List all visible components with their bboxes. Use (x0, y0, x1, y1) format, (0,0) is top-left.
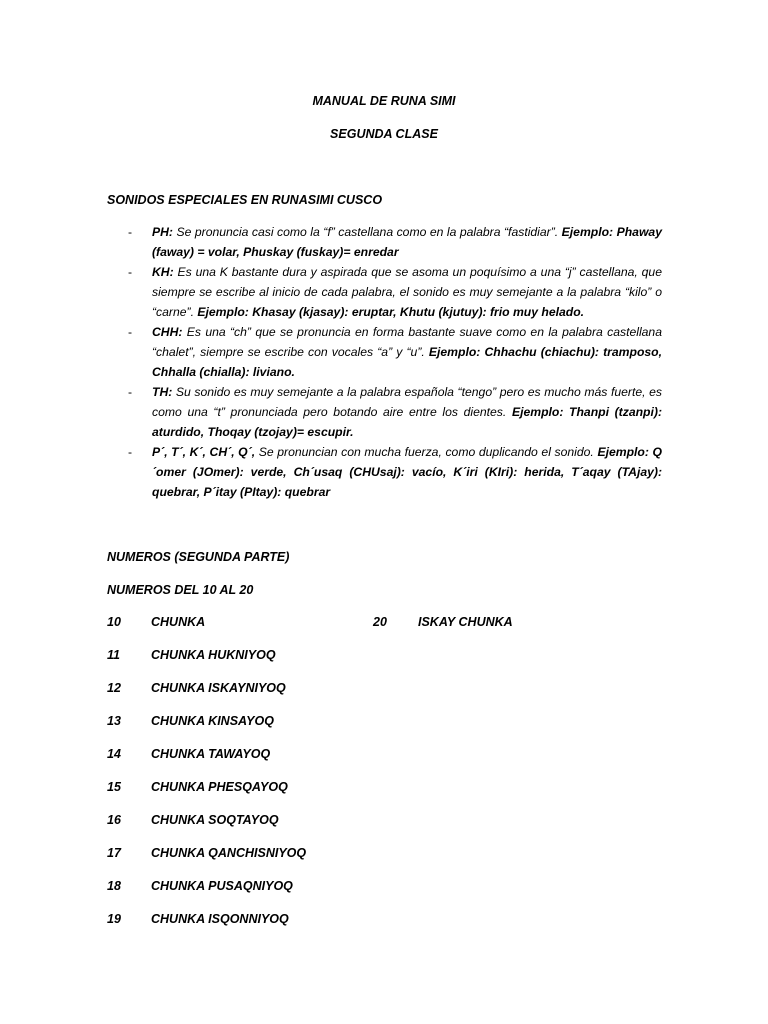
number-value: 16 (107, 813, 121, 827)
section-heading-numbers-range: NUMEROS DEL 10 AL 20 (107, 583, 254, 597)
sound-example: Ejemplo: Chhachu (chiachu): tramposo, Chhalla (chialla): liviano. (152, 345, 663, 379)
sound-label: PH: (152, 225, 173, 239)
bullet-dash: - (128, 225, 133, 239)
number-value: 11 (107, 648, 120, 662)
sound-description: Se pronuncia casi como la “f” castellana como en la palabra “fastidiar”. (173, 225, 562, 239)
number-row (107, 846, 667, 879)
sound-item-chh (107, 322, 662, 382)
number-word: CHUNKA KINSAYOQ (151, 714, 274, 728)
number-row (107, 780, 667, 813)
sound-description: Es una “ch” que se pronuncia en forma bastante suave como en la palabra castellana “chalet”, siempre se escribe con vocales “a” y “u”. (152, 325, 662, 359)
sound-label: CHH: (152, 325, 183, 339)
number-word: CHUNKA TAWAYOQ (151, 747, 271, 761)
document-title: MANUAL DE RUNA SIMI (312, 94, 456, 108)
number-value: 15 (107, 780, 121, 794)
number-word: CHUNKA ISKAYNIYOQ (151, 681, 286, 695)
number-row (107, 813, 667, 846)
sound-example: Ejemplo: Phaway (faway) = volar, Phuskay (fuskay)= enredar (152, 225, 662, 259)
bullet-dash: - (128, 265, 133, 279)
bullet-dash: - (128, 445, 133, 459)
number-value: 14 (107, 747, 121, 761)
sound-example: Ejemplo: Thanpi (tzanpi): aturdido, Thoqay (tzojay)= escupir. (152, 405, 663, 439)
number-row (107, 615, 667, 648)
number-value: 18 (107, 879, 121, 893)
number-word: CHUNKA (151, 615, 206, 629)
sound-example: Ejemplo: Q´omer (JOmer): verde, Ch´usaq (CHUsaj): vacío, K´iri (KIri): herida, T´aqay (TAjay): quebrar, P´itay (PItay): quebrar (152, 445, 662, 499)
sound-description: Su sonido es muy semejante a la palabra española “tengo” pero es mucho más fuerte, es como una “t” pronunciada pero botando aire entre los dientes. (152, 385, 662, 419)
number-row (107, 912, 667, 945)
sound-item-ph (107, 222, 662, 262)
sound-description: Es una K bastante dura y aspirada que se asoma un poquísimo a una “j” castellana, que siempre se escribe al inicio de cada palabra, el sonido es muy semejante a la palabra “kilo” o “carne”. (152, 265, 662, 319)
number-value: 19 (107, 912, 121, 926)
number-row (107, 681, 667, 714)
sound-item-th (107, 382, 662, 442)
number-row (107, 714, 667, 747)
number-row (107, 648, 667, 681)
number-word: CHUNKA QANCHISNIYOQ (151, 846, 307, 860)
number-word: CHUNKA HUKNIYOQ (151, 648, 276, 662)
numbers-table (107, 615, 667, 945)
number-row (107, 879, 667, 912)
sound-item-glottalized (107, 442, 662, 502)
number-row (107, 747, 667, 780)
number-value: 20 (373, 615, 387, 629)
number-value: 12 (107, 681, 121, 695)
section-heading-sounds: SONIDOS ESPECIALES EN RUNASIMI CUSCO (107, 193, 383, 207)
sound-label: KH: (152, 265, 174, 279)
number-word: CHUNKA SOQTAYOQ (151, 813, 279, 827)
number-value: 13 (107, 714, 121, 728)
bullet-dash: - (128, 385, 133, 399)
number-value: 10 (107, 615, 121, 629)
number-word: CHUNKA ISQONNIYOQ (151, 912, 289, 926)
sound-item-kh (107, 262, 662, 322)
number-word: CHUNKA PHESQAYOQ (151, 780, 288, 794)
sounds-list (107, 222, 662, 502)
number-word: ISKAY CHUNKA (418, 615, 513, 629)
sound-example: Ejemplo: Khasay (kjasay): eruptar, Khutu (kjutuy): frio muy helado. (197, 305, 585, 319)
number-value: 17 (107, 846, 121, 860)
section-heading-numbers: NUMEROS (SEGUNDA PARTE) (107, 550, 290, 564)
bullet-dash: - (128, 325, 133, 339)
sound-description: Se pronuncian con mucha fuerza, como duplicando el sonido. (255, 445, 598, 459)
document-subtitle: SEGUNDA CLASE (330, 127, 438, 141)
number-word: CHUNKA PUSAQNIYOQ (151, 879, 293, 893)
sound-label: P´, T´, K´, CH´, Q´, (152, 445, 256, 459)
sound-label: TH: (152, 385, 173, 399)
